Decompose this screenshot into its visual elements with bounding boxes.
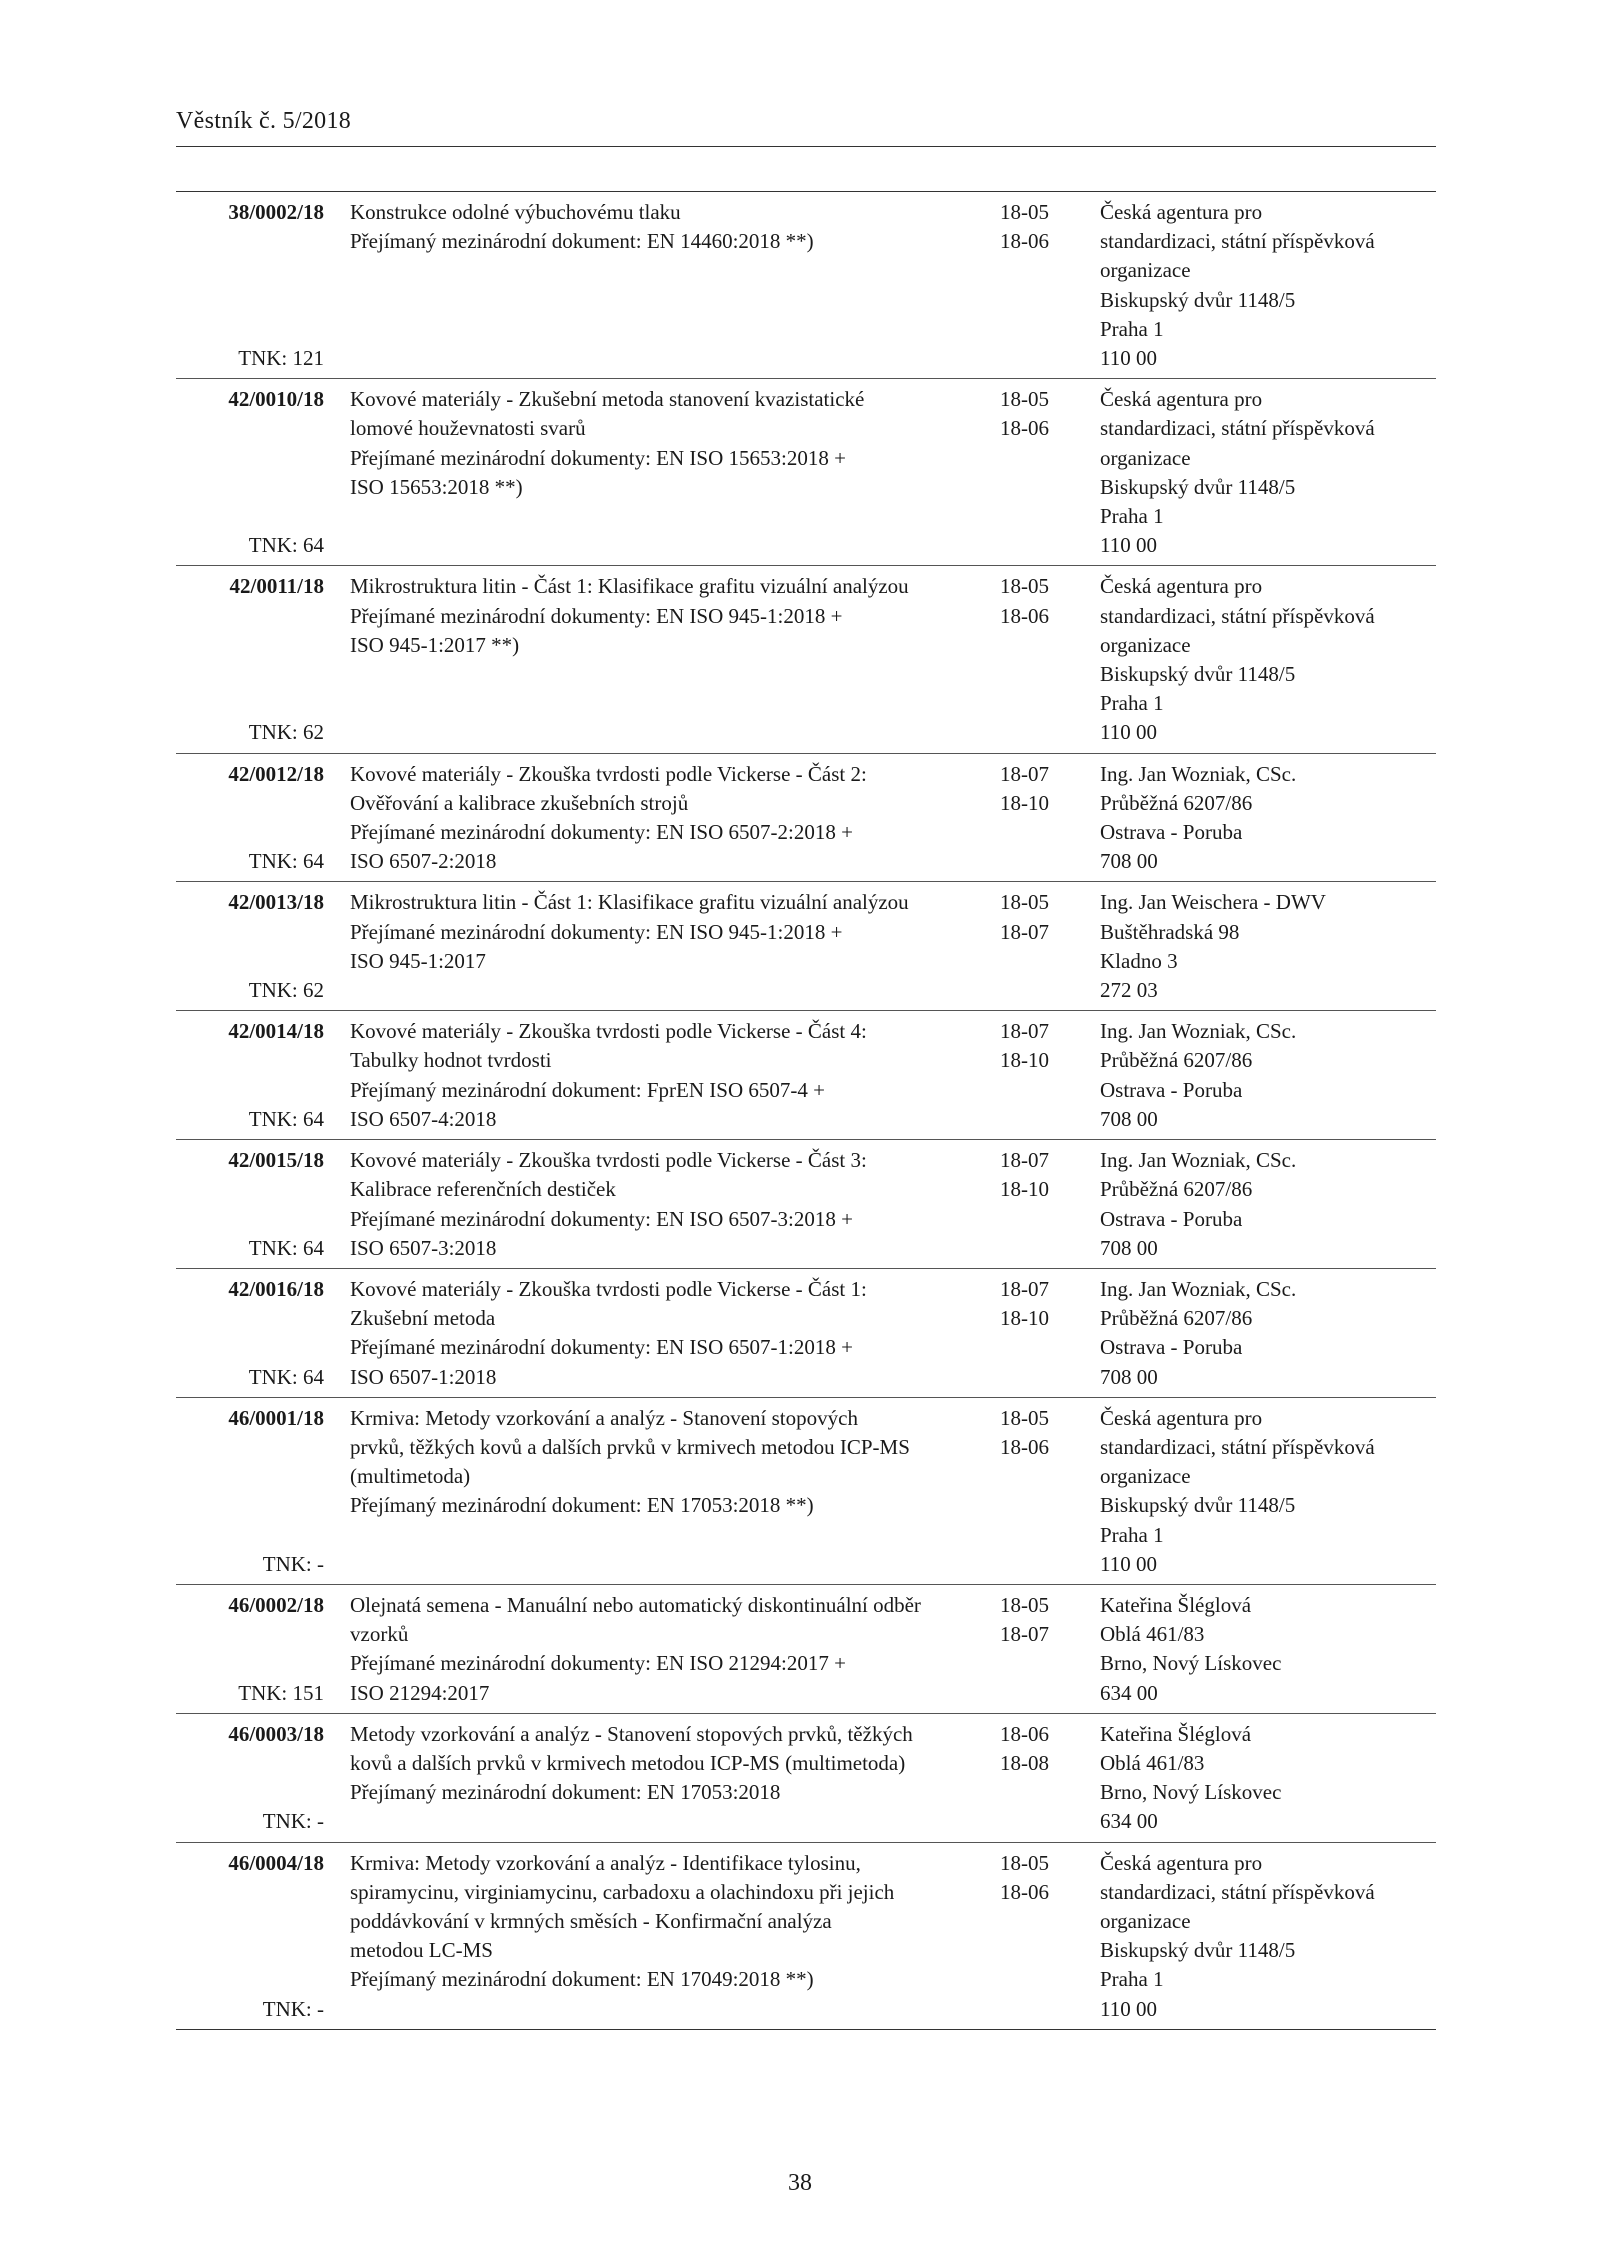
entry-title-line: Kovové materiály - Zkouška tvrdosti podle Vickerse - Část 1:	[350, 1276, 867, 1301]
entry-address-cell	[1100, 1591, 1436, 1708]
entry-id-cell	[176, 1146, 326, 1263]
entry-address-line: Ing. Jan Weischera - DWV	[1100, 890, 1326, 915]
entry-id: 46/0004/18	[228, 1850, 324, 1875]
entry-address-line: 708 00	[1100, 1235, 1158, 1260]
entry-address-line: Průběžná 6207/86	[1100, 1048, 1253, 1073]
entry-title-line: Kovové materiály - Zkušební metoda stanovení kvazistatické	[350, 387, 865, 412]
entry-address-cell	[1100, 1849, 1436, 2024]
table-row	[176, 565, 1436, 752]
entry-date: 18-05	[1000, 387, 1049, 412]
entry-address-line: organizace	[1100, 632, 1191, 657]
entry-tnk: TNK: -	[262, 1809, 324, 1834]
entry-address-line: 110 00	[1100, 1551, 1157, 1576]
entry-title-line: Metody vzorkování a analýz - Stanovení stopových prvků, těžkých	[350, 1721, 913, 1746]
entry-title-line: Kovové materiály - Zkouška tvrdosti podle Vickerse - Část 3:	[350, 1148, 867, 1173]
entry-address-cell	[1100, 888, 1436, 1005]
entry-id-cell	[176, 1275, 326, 1392]
entry-title-cell	[326, 760, 1000, 877]
entry-date: 18-05	[1000, 1592, 1049, 1617]
entry-id: 42/0010/18	[228, 387, 324, 412]
entry-dates-cell	[1000, 198, 1100, 373]
entry-dates-cell	[1000, 1146, 1100, 1263]
entry-id-cell	[176, 572, 326, 747]
entry-date: 18-06	[1000, 1721, 1049, 1746]
entry-dates-cell	[1000, 1720, 1100, 1837]
entry-address-line: Oblá 461/83	[1100, 1750, 1205, 1775]
entry-address-line: Brno, Nový Lískovec	[1100, 1651, 1282, 1676]
entry-date: 18-05	[1000, 890, 1049, 915]
entry-title-line: Přejímané mezinárodní dokumenty: EN ISO 6507-2:2018 +	[350, 820, 853, 845]
entry-tnk: TNK: -	[262, 1996, 324, 2021]
table-row	[176, 753, 1436, 882]
entry-dates-cell	[1000, 385, 1100, 560]
entry-title-line: kovů a dalších prvků v krmivech metodou ICP-MS (multimetoda)	[350, 1750, 906, 1775]
entry-address-cell	[1100, 760, 1436, 877]
entry-address-line: standardizaci, státní příspěvková	[1100, 1434, 1375, 1459]
entry-title-line: spiramycinu, virginiamycinu, carbadoxu a olachindoxu při jejich	[350, 1879, 895, 1904]
entry-dates-cell	[1000, 1849, 1100, 2024]
table-row	[176, 1397, 1436, 1584]
entry-address-line: Ing. Jan Wozniak, CSc.	[1100, 1276, 1297, 1301]
entry-id: 38/0002/18	[228, 200, 324, 224]
entry-id: 46/0002/18	[228, 1592, 324, 1617]
entry-address-line: Ostrava - Poruba	[1100, 1077, 1243, 1102]
entry-address-line: standardizaci, státní příspěvková	[1100, 416, 1375, 441]
entry-address-line: standardizaci, státní příspěvková	[1100, 229, 1375, 254]
table-row	[176, 1842, 1436, 2029]
entry-address-line: Ostrava - Poruba	[1100, 1335, 1243, 1360]
entries-table	[176, 191, 1436, 2030]
entry-address-line: Česká agentura pro	[1100, 1405, 1263, 1430]
page-number: 38	[788, 2170, 812, 2196]
entry-title-line: prvků, těžkých kovů a dalších prvků v krmivech metodou ICP-MS	[350, 1434, 910, 1459]
entry-title-cell	[326, 1591, 1000, 1708]
entry-address-line: Ing. Jan Wozniak, CSc.	[1100, 1148, 1297, 1173]
entry-date: 18-10	[1000, 1306, 1049, 1331]
entry-date: 18-06	[1000, 416, 1049, 441]
entry-address-line: Ostrava - Poruba	[1100, 820, 1243, 845]
entry-address-line: Praha 1	[1100, 504, 1164, 529]
entry-title-line: Konstrukce odolné výbuchovému tlaku	[350, 200, 681, 224]
entry-title-line: ISO 6507-1:2018	[350, 1364, 497, 1389]
entry-date: 18-06	[1000, 603, 1049, 628]
entry-dates-cell	[1000, 1275, 1100, 1392]
entry-address-line: standardizaci, státní příspěvková	[1100, 603, 1375, 628]
entry-title-line: Olejnatá semena - Manuální nebo automatický diskontinuální odběr	[350, 1592, 921, 1617]
entry-date: 18-07	[1000, 1148, 1049, 1173]
entry-address-cell	[1100, 198, 1436, 373]
entry-address-cell	[1100, 385, 1436, 560]
entry-address-cell	[1100, 1720, 1436, 1837]
entry-address-line: organizace	[1100, 1464, 1191, 1489]
entry-tnk: TNK: 64	[248, 1106, 324, 1131]
entry-tnk: TNK: 62	[248, 720, 324, 745]
entry-title-line: ISO 6507-3:2018	[350, 1235, 497, 1260]
entry-id-cell	[176, 1404, 326, 1579]
entry-title-line: Přejímané mezinárodní dokumenty: EN ISO 945-1:2018 +	[350, 919, 843, 944]
entry-date: 18-07	[1000, 1019, 1049, 1044]
entry-address-line: Česká agentura pro	[1100, 574, 1263, 599]
entry-date: 18-07	[1000, 1276, 1049, 1301]
entry-title-line: Přejímané mezinárodní dokumenty: EN ISO 6507-3:2018 +	[350, 1206, 853, 1231]
entry-tnk: TNK: 64	[248, 849, 324, 874]
entry-address-cell	[1100, 1146, 1436, 1263]
entry-address-line: Kladno 3	[1100, 948, 1178, 973]
entry-title-line: ISO 21294:2017	[350, 1680, 490, 1705]
entry-date: 18-10	[1000, 1177, 1049, 1202]
entry-title-cell	[326, 385, 1000, 560]
entry-address-line: Česká agentura pro	[1100, 1850, 1263, 1875]
table-row	[176, 1713, 1436, 1842]
entry-title-line: Mikrostruktura litin - Část 1: Klasifikace grafitu vizuální analýzou	[350, 574, 909, 599]
entry-date: 18-10	[1000, 1048, 1049, 1073]
entry-title-line: Ověřování a kalibrace zkušebních strojů	[350, 790, 689, 815]
entry-date: 18-05	[1000, 200, 1049, 224]
entry-id: 42/0015/18	[228, 1148, 324, 1173]
entry-title-line: ISO 6507-2:2018	[350, 849, 497, 874]
entry-title-line: Přejímané mezinárodní dokumenty: EN ISO 21294:2017 +	[350, 1651, 846, 1676]
entry-title-line: vzorků	[350, 1622, 409, 1647]
entry-address-line: Praha 1	[1100, 1522, 1164, 1547]
entry-tnk: TNK: 64	[248, 1364, 324, 1389]
entry-title-line: Přejímaný mezinárodní dokument: EN 17053:2018	[350, 1780, 781, 1805]
entry-address-line: 634 00	[1100, 1809, 1158, 1834]
entry-tnk: TNK: 64	[248, 1235, 324, 1260]
entry-title-line: ISO 945-1:2017 **)	[350, 632, 520, 657]
entry-title-line: Přejímané mezinárodní dokumenty: EN ISO 15653:2018 +	[350, 445, 846, 470]
entry-address-line: Ostrava - Poruba	[1100, 1206, 1243, 1231]
entry-id-cell	[176, 760, 326, 877]
entry-date: 18-07	[1000, 919, 1049, 944]
entry-date: 18-05	[1000, 1850, 1049, 1875]
entry-title-line: Tabulky hodnot tvrdosti	[350, 1048, 552, 1073]
entry-title-line: (multimetoda)	[350, 1464, 471, 1489]
entry-title-cell	[326, 572, 1000, 747]
entry-date: 18-08	[1000, 1750, 1049, 1775]
entry-address-line: standardizaci, státní příspěvková	[1100, 1879, 1375, 1904]
entry-date: 18-07	[1000, 1622, 1049, 1647]
entry-title-cell	[326, 1017, 1000, 1134]
table-row	[176, 192, 1436, 378]
entry-address-line: organizace	[1100, 258, 1191, 283]
entry-id: 42/0013/18	[228, 890, 324, 915]
entry-address-line: Biskupský dvůr 1148/5	[1100, 287, 1296, 312]
entry-title-line: poddávkování v krmných směsích - Konfirmační analýza	[350, 1908, 832, 1933]
table-row	[176, 881, 1436, 1010]
entry-address-line: Oblá 461/83	[1100, 1622, 1205, 1647]
entry-id-cell	[176, 1849, 326, 2024]
entry-title-cell	[326, 1720, 1000, 1837]
entry-title-line: Mikrostruktura litin - Část 1: Klasifikace grafitu vizuální analýzou	[350, 890, 909, 915]
page-header: Věstník č. 5/2018	[176, 108, 352, 134]
entry-address-cell	[1100, 1404, 1436, 1579]
entry-date: 18-05	[1000, 1405, 1049, 1430]
entry-address-line: Průběžná 6207/86	[1100, 1177, 1253, 1202]
entry-address-line: 708 00	[1100, 1106, 1158, 1131]
entry-id-cell	[176, 888, 326, 1005]
entry-date: 18-06	[1000, 1434, 1049, 1459]
entry-title-line: ISO 15653:2018 **)	[350, 474, 523, 499]
entry-address-line: Průběžná 6207/86	[1100, 1306, 1253, 1331]
entry-address-line: Biskupský dvůr 1148/5	[1100, 474, 1296, 499]
entry-date: 18-06	[1000, 1879, 1049, 1904]
entry-address-line: 634 00	[1100, 1680, 1158, 1705]
entry-id: 42/0014/18	[228, 1019, 324, 1044]
entry-id-cell	[176, 1720, 326, 1837]
entry-title-line: Přejímaný mezinárodní dokument: EN 14460:2018 **)	[350, 229, 814, 254]
table-row	[176, 1584, 1436, 1713]
entry-address-line: 110 00	[1100, 1996, 1157, 2021]
entry-title-line: Přejímané mezinárodní dokumenty: EN ISO 6507-1:2018 +	[350, 1335, 853, 1360]
entry-address-line: Česká agentura pro	[1100, 387, 1263, 412]
entry-id: 42/0012/18	[228, 761, 324, 786]
entry-dates-cell	[1000, 888, 1100, 1005]
entry-title-cell	[326, 1849, 1000, 2024]
entry-address-line: organizace	[1100, 445, 1191, 470]
entry-title-line: Kovové materiály - Zkouška tvrdosti podle Vickerse - Část 2:	[350, 761, 867, 786]
entry-address-line: organizace	[1100, 1908, 1191, 1933]
entry-id: 42/0016/18	[228, 1276, 324, 1301]
entry-address-line: Ing. Jan Wozniak, CSc.	[1100, 1019, 1297, 1044]
entry-id-cell	[176, 1017, 326, 1134]
entry-dates-cell	[1000, 572, 1100, 747]
entry-address-line: Brno, Nový Lískovec	[1100, 1780, 1282, 1805]
table-row	[176, 1268, 1436, 1397]
entry-address-line: 110 00	[1100, 346, 1157, 371]
entry-title-line: Přejímané mezinárodní dokumenty: EN ISO 945-1:2018 +	[350, 603, 843, 628]
entry-address-line: Praha 1	[1100, 316, 1164, 341]
entry-title-cell	[326, 1275, 1000, 1392]
entry-date: 18-05	[1000, 574, 1049, 599]
entry-address-line: Biskupský dvůr 1148/5	[1100, 1938, 1296, 1963]
entry-date: 18-06	[1000, 229, 1049, 254]
entry-title-line: Krmiva: Metody vzorkování a analýz - Stanovení stopových	[350, 1405, 858, 1430]
table-row	[176, 1010, 1436, 1139]
entry-tnk: TNK: 62	[248, 978, 324, 1003]
entry-dates-cell	[1000, 1404, 1100, 1579]
entry-tnk: TNK: -	[262, 1551, 324, 1576]
entry-id-cell	[176, 1591, 326, 1708]
entry-address-line: Buštěhradská 98	[1100, 919, 1240, 944]
entry-address-cell	[1100, 572, 1436, 747]
entry-title-cell	[326, 1146, 1000, 1263]
entry-dates-cell	[1000, 760, 1100, 877]
entry-address-line: Praha 1	[1100, 691, 1164, 716]
table-row	[176, 378, 1436, 565]
entry-address-line: Ing. Jan Wozniak, CSc.	[1100, 761, 1297, 786]
table-row	[176, 1139, 1436, 1268]
entry-title-line: Přejímaný mezinárodní dokument: EN 17053:2018 **)	[350, 1493, 814, 1518]
entry-address-line: Biskupský dvůr 1148/5	[1100, 1493, 1296, 1518]
entry-address-line: Praha 1	[1100, 1967, 1164, 1992]
entry-title-cell	[326, 1404, 1000, 1579]
header-rule	[176, 146, 1436, 147]
entry-tnk: TNK: 121	[238, 346, 324, 371]
entry-title-line: ISO 6507-4:2018	[350, 1106, 497, 1131]
entry-title-cell	[326, 888, 1000, 1005]
entry-address-line: 110 00	[1100, 533, 1157, 558]
entry-address-line: 272 03	[1100, 978, 1158, 1003]
entry-title-line: metodou LC-MS	[350, 1938, 493, 1963]
entry-address-cell	[1100, 1275, 1436, 1392]
entry-address-line: 708 00	[1100, 1364, 1158, 1389]
entry-dates-cell	[1000, 1017, 1100, 1134]
entry-address-cell	[1100, 1017, 1436, 1134]
entry-address-line: Biskupský dvůr 1148/5	[1100, 662, 1296, 687]
entry-title-line: Krmiva: Metody vzorkování a analýz - Identifikace tylosinu,	[350, 1850, 861, 1875]
entry-dates-cell	[1000, 1591, 1100, 1708]
entry-id-cell	[176, 198, 326, 373]
entry-address-line: Kateřina Šléglová	[1100, 1592, 1252, 1617]
entry-address-line: 708 00	[1100, 849, 1158, 874]
entry-address-line: Kateřina Šléglová	[1100, 1721, 1252, 1746]
entry-id-cell	[176, 385, 326, 560]
entry-title-line: Kalibrace referenčních destiček	[350, 1177, 616, 1202]
entry-title-line: Přejímaný mezinárodní dokument: EN 17049:2018 **)	[350, 1967, 814, 1992]
entry-tnk: TNK: 64	[248, 533, 324, 558]
entry-address-line: Česká agentura pro	[1100, 200, 1263, 224]
entry-id: 42/0011/18	[229, 574, 324, 599]
entry-tnk: TNK: 151	[238, 1680, 324, 1705]
entry-address-line: 110 00	[1100, 720, 1157, 745]
entry-title-line: Přejímaný mezinárodní dokument: FprEN ISO 6507-4 +	[350, 1077, 825, 1102]
entry-id: 46/0003/18	[228, 1721, 324, 1746]
entry-address-line: Průběžná 6207/86	[1100, 790, 1253, 815]
entry-title-line: Kovové materiály - Zkouška tvrdosti podle Vickerse - Část 4:	[350, 1019, 867, 1044]
entry-title-line: lomové houževnatosti svarů	[350, 416, 586, 441]
entry-date: 18-10	[1000, 790, 1049, 815]
entry-id: 46/0001/18	[228, 1405, 324, 1430]
entry-title-line: Zkušební metoda	[350, 1306, 496, 1331]
entry-title-line: ISO 945-1:2017	[350, 948, 486, 973]
entry-title-cell	[326, 198, 1000, 373]
entry-date: 18-07	[1000, 761, 1049, 786]
